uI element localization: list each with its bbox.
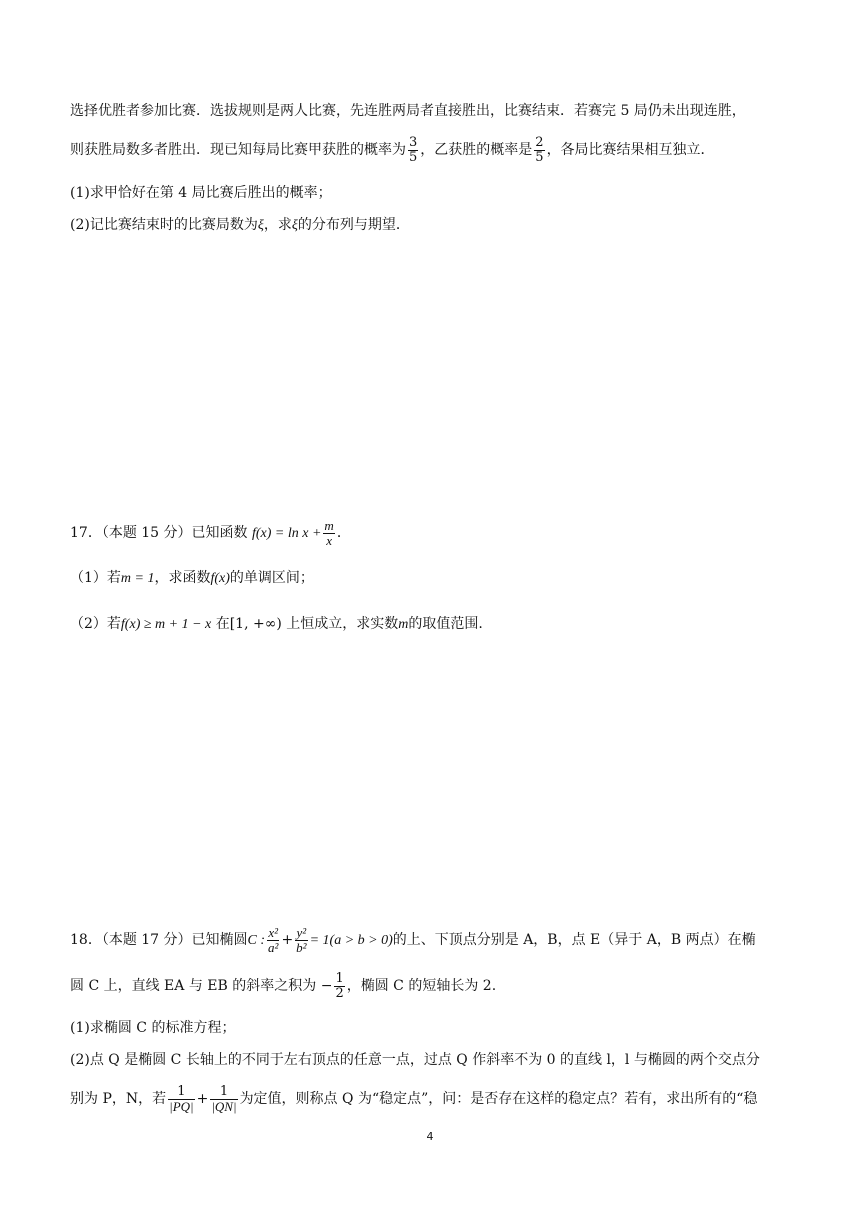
fraction-1-qn: $\frac{1}{|QN|}$ [211,1083,237,1114]
fraction-3-5: $\frac{3}{5}$ [409,134,418,165]
fraction-1-pq: $\frac{1}{|PQ|}$ [169,1083,194,1114]
q18-part2-line1: (2)点 Q 是椭圆 C 长轴上的不同于左右顶点的任意一点，过点 Q 作斜率不为 0 的直线 l，l 与椭圆的两个交点分 [70,1052,760,1068]
fraction-y2-b2: $\frac{\text{y²}}{\text{b²}}$ [296,924,307,955]
q16-line1: 选择优胜者参加比赛．选拔规则是两人比赛，先连胜两局者直接胜出，比赛结束．若赛完 5 局仍未出现连胜， [70,103,746,119]
q16-line2: 则获胜局数多者胜出．现已知每局比赛甲获胜的概率为 $\frac{3}{5}$ ，乙获胜的概率是 $\frac{2}{5}$ ，各局比赛结果相互独立． [70,134,715,165]
q17-part1: （1）若m = 1，求函数f(x)的单调区间； [70,570,314,586]
q17-part2: （2）若f(x) ≥ m + 1 − x 在[1, +∞) 上恒成立，求实数m的取值范围. [70,616,483,632]
fraction-x2-a2: $\frac{\text{x²}}{\text{a²}}$ [268,924,279,955]
page-number: 4 [426,1130,434,1143]
q17-statement: 17．（本题 15 分）已知函数 f(x) = ln x + $\frac{m}{x}$ ． [70,517,351,548]
q18-part2-line2: 别为 P，N，若 $\frac{1}{|PQ|}$ + $\frac{1}{|QN|}$ 为定值，则称点 Q 为“稳定点”，问：是否存在这样的稳定点？若有，求出所有的“稳 [70,1083,758,1114]
fraction-m-over-x: $\frac{m}{x}$ [324,517,334,548]
q18-part1: (1)求椭圆 C 的标准方程； [70,1020,236,1036]
fraction-2-5: $\frac{2}{5}$ [535,134,544,165]
q16-part2: (2)记比赛结束时的比赛局数为ξ，求ξ的分布列与期望． [70,217,410,233]
q16-part1: (1)求甲恰好在第 4 局比赛后胜出的概率； [70,185,332,201]
q18-line2: 圆 C 上，直线 EA 与 EB 的斜率之积为 − $\frac{1}{2}$ ，椭圆 C 的短轴长为 2. [70,970,497,1001]
q18-statement: 18．（本题 17 分）已知椭圆C : $\frac{\text{x²}}{\text{a²}}$ + $\frac{\text{y²}}{\text{b²}}$ = 1(a > b > 0)的上、下顶点分别是 A，B，点 E（异于 A，B 两点）在椭 [70,924,756,955]
fraction-1-2: $\frac{1}{2}$ [335,970,344,1001]
